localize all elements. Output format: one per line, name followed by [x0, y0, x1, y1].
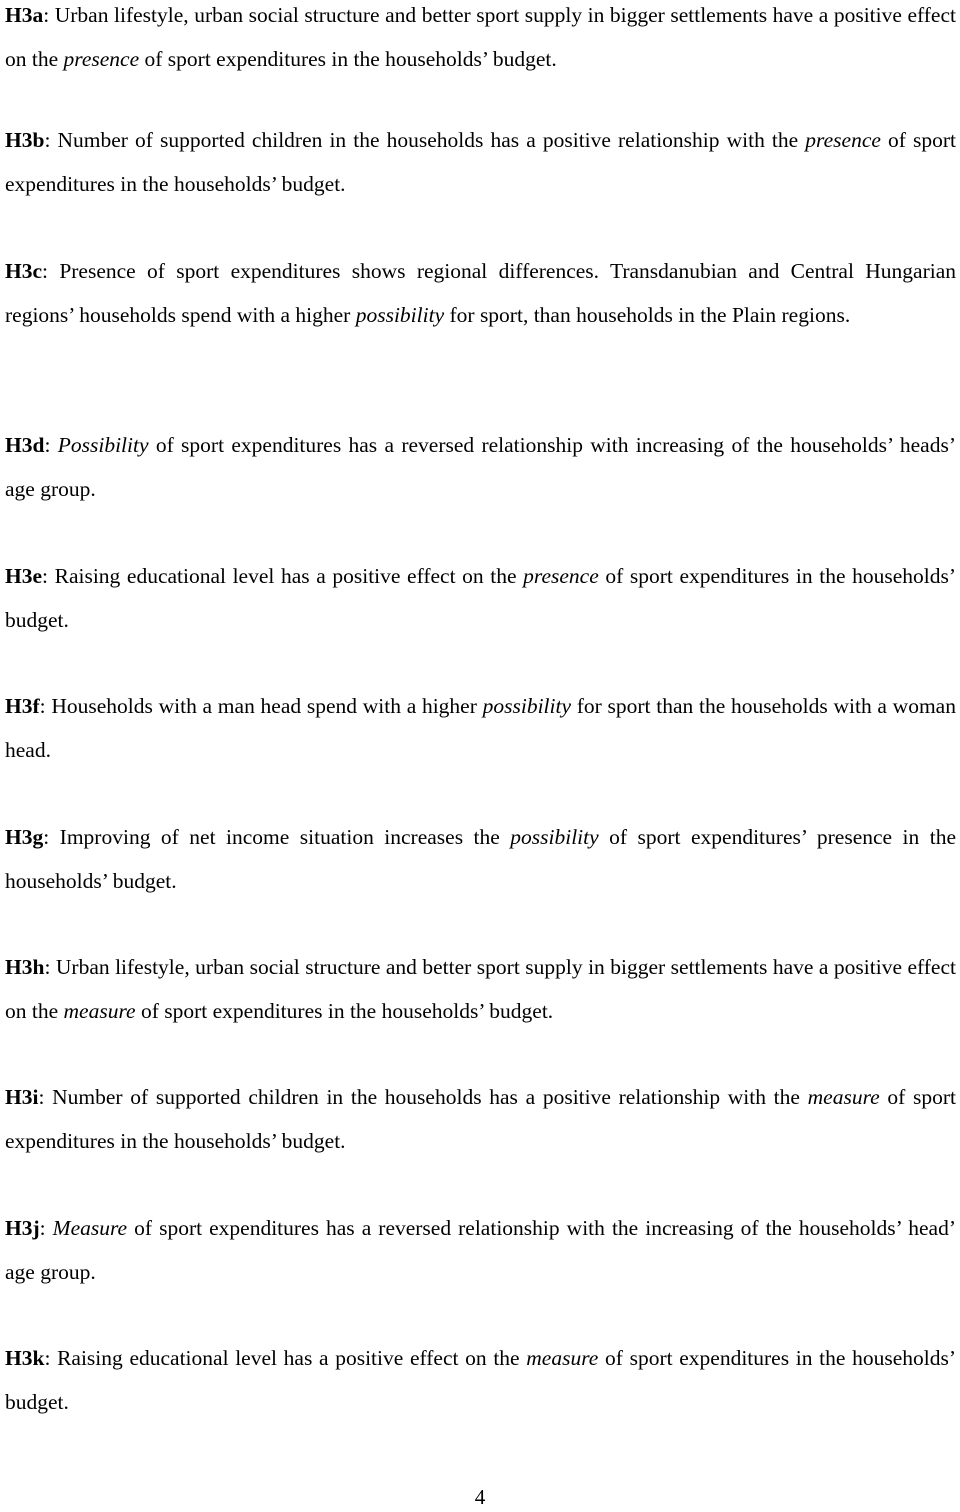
- hypothesis-h3f: H3f: Households with a man head spend with a higher possibility for sport than the households with a woman head.: [5, 694, 956, 762]
- hypothesis-label: H3e: [5, 564, 43, 588]
- hypothesis-label: H3h: [5, 955, 45, 979]
- hypothesis-label: H3f: [5, 694, 40, 718]
- hypothesis-label: H3b: [5, 128, 45, 152]
- hypothesis-h3j: H3j: Measure of sport expenditures has a reversed relationship with the increasing of the households’ head’ age group.: [5, 1216, 956, 1284]
- hypothesis-label: H3j: [5, 1216, 40, 1240]
- hypothesis-h3i: H3i: Number of supported children in the households has a positive relationship with the measure of sport expenditures in the households’ budget.: [5, 1085, 956, 1153]
- hypothesis-label: H3a: [5, 3, 44, 27]
- hypothesis-h3d: H3d: Possibility of sport expenditures has a reversed relationship with increasing of the households’ heads’ age group.: [5, 433, 956, 501]
- hypothesis-label: H3d: [5, 433, 45, 457]
- hypothesis-h3k: H3k: Raising educational level has a positive effect on the measure of sport expenditures in the households’ budget.: [5, 1346, 957, 1414]
- hypothesis-h3e: H3e: Raising educational level has a positive effect on the presence of sport expenditures in the households’ budget.: [5, 564, 956, 632]
- page-number: 4: [474, 1485, 486, 1509]
- hypothesis-label: H3g: [5, 825, 44, 849]
- hypothesis-label: H3k: [5, 1346, 45, 1370]
- hypothesis-h3h: H3h: Urban lifestyle, urban social structure and better sport supply in bigger settlements have a positive effect on the measure of sport expenditures in the households’ budget.: [5, 955, 956, 1023]
- hypothesis-label: H3c: [5, 259, 43, 283]
- hypothesis-h3b: H3b: Number of supported children in the households has a positive relationship with the presence of sport expenditures in the households’ budget.: [5, 128, 956, 196]
- hypothesis-h3c: H3c: Presence of sport expenditures shows regional differences. Transdanubian and Central Hungarian regions’ households spend with a higher possibility for sport, than households in the Plain regions.: [5, 259, 956, 327]
- hypothesis-h3a: H3a: Urban lifestyle, urban social structure and better sport supply in bigger settlements have a positive effect on the presence of sport expenditures in the households’ budget.: [5, 3, 956, 71]
- hypothesis-label: H3i: [5, 1085, 39, 1109]
- hypothesis-h3g: H3g: Improving of net income situation increases the possibility of sport expenditures’ presence in the households’ budget.: [5, 825, 956, 893]
